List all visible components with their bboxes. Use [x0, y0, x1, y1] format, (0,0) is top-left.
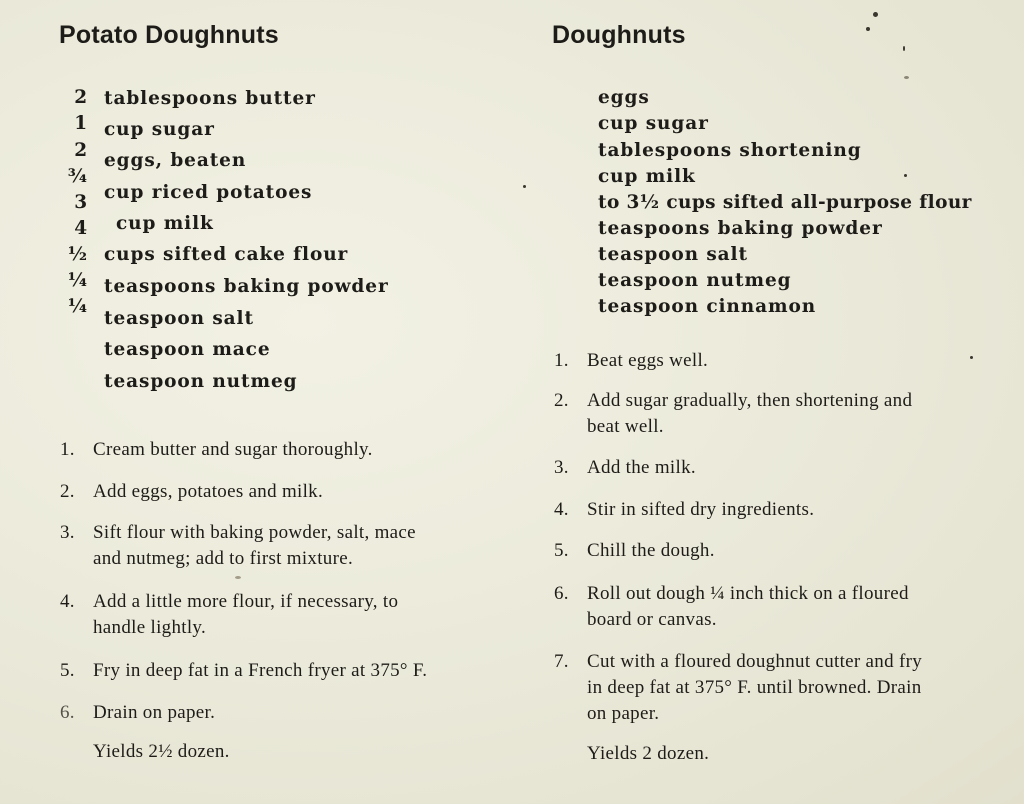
step-text: Drain on paper.	[93, 702, 216, 723]
step-text: beat well.	[587, 416, 664, 437]
step-text: Add eggs, potatoes and milk.	[93, 481, 324, 502]
ingredient-text: cup sugar	[104, 119, 215, 140]
ingredient-text: teaspoon salt	[104, 308, 254, 329]
step-text: and nutmeg; add to first mixture.	[93, 548, 354, 569]
step-number: 7.	[554, 651, 569, 672]
ingredient-qty: 3	[74, 192, 88, 213]
step-text: Cut with a floured doughnut cutter and fry	[587, 651, 922, 672]
step-number: 6.	[554, 583, 569, 604]
ingredient-text: eggs, beaten	[104, 150, 247, 171]
ingredient-qty: 4	[74, 218, 88, 239]
ingredient-text: cups sifted cake flour	[104, 244, 349, 265]
step-text: Sift flour with baking powder, salt, mace	[93, 522, 416, 543]
recipe-yield: Yields 2½ dozen.	[93, 741, 230, 762]
recipe-yield: Yields 2 dozen.	[587, 743, 710, 764]
step-text: Roll out dough ¼ inch thick on a floured	[587, 583, 909, 604]
ingredient-text: teaspoon mace	[104, 339, 271, 360]
paper-speck	[904, 174, 907, 177]
step-number: 5.	[554, 540, 569, 561]
ingredient-text: cup riced potatoes	[104, 182, 313, 203]
paper-speck	[523, 185, 526, 188]
ingredient-qty: 1	[74, 113, 88, 134]
step-number: 1.	[554, 350, 569, 371]
ingredient-text: tablespoons butter	[104, 88, 316, 109]
paper-speck	[235, 576, 241, 579]
step-number: 5.	[60, 660, 75, 681]
step-text: handle lightly.	[93, 617, 207, 638]
step-number: 2.	[60, 481, 75, 502]
step-number: 3.	[60, 522, 75, 543]
paper-speck	[873, 12, 878, 17]
ingredient-text: teaspoon nutmeg	[104, 371, 298, 392]
ingredient-text: to 3½ cups sifted all-purpose flour	[598, 192, 972, 213]
ingredient-qty: ¾	[67, 166, 88, 187]
ingredient-qty: ¼	[67, 270, 88, 291]
ingredient-text: cup milk	[598, 166, 696, 187]
step-text: Add sugar gradually, then shortening and	[587, 390, 913, 411]
ingredient-qty: 2	[74, 87, 88, 108]
paper-speck	[970, 356, 973, 359]
recipe-title: Potato Doughnuts	[59, 21, 279, 49]
ingredient-text: teaspoon salt	[598, 244, 748, 265]
step-number: 3.	[554, 457, 569, 478]
ingredient-text: cup sugar	[598, 113, 709, 134]
paper-speck	[866, 27, 870, 31]
ingredient-text: teaspoon cinnamon	[598, 296, 817, 317]
step-text: Add the milk.	[587, 457, 696, 478]
step-text: in deep fat at 375° F. until browned. Drain	[587, 677, 922, 698]
step-text: Stir in sifted dry ingredients.	[587, 499, 815, 520]
step-text: Fry in deep fat in a French fryer at 375° F.	[93, 660, 428, 681]
ingredient-qty: ¼	[67, 296, 88, 317]
ingredient-text: cup milk	[116, 213, 214, 234]
step-text: Beat eggs well.	[587, 350, 709, 371]
step-number: 4.	[60, 591, 75, 612]
recipe-title: Doughnuts	[552, 21, 686, 49]
step-text: Chill the dough.	[587, 540, 715, 561]
step-text: board or canvas.	[587, 609, 717, 630]
step-number: 1.	[60, 439, 75, 460]
paper-speck	[903, 46, 905, 51]
step-text: on paper.	[587, 703, 660, 724]
step-number: 4.	[554, 499, 569, 520]
ingredient-text: teaspoons baking powder	[104, 276, 389, 297]
step-number: 6.	[60, 702, 75, 723]
ingredient-text: teaspoons baking powder	[598, 218, 883, 239]
step-number: 2.	[554, 390, 569, 411]
step-text: Cream butter and sugar thoroughly.	[93, 439, 373, 460]
paper-speck	[904, 76, 909, 79]
ingredient-text: tablespoons shortening	[598, 140, 862, 161]
ingredient-text: eggs	[598, 87, 650, 108]
step-text: Add a little more flour, if necessary, to	[93, 591, 399, 612]
ingredient-qty: ½	[67, 244, 88, 265]
ingredient-text: teaspoon nutmeg	[598, 270, 792, 291]
ingredient-qty: 2	[74, 140, 88, 161]
